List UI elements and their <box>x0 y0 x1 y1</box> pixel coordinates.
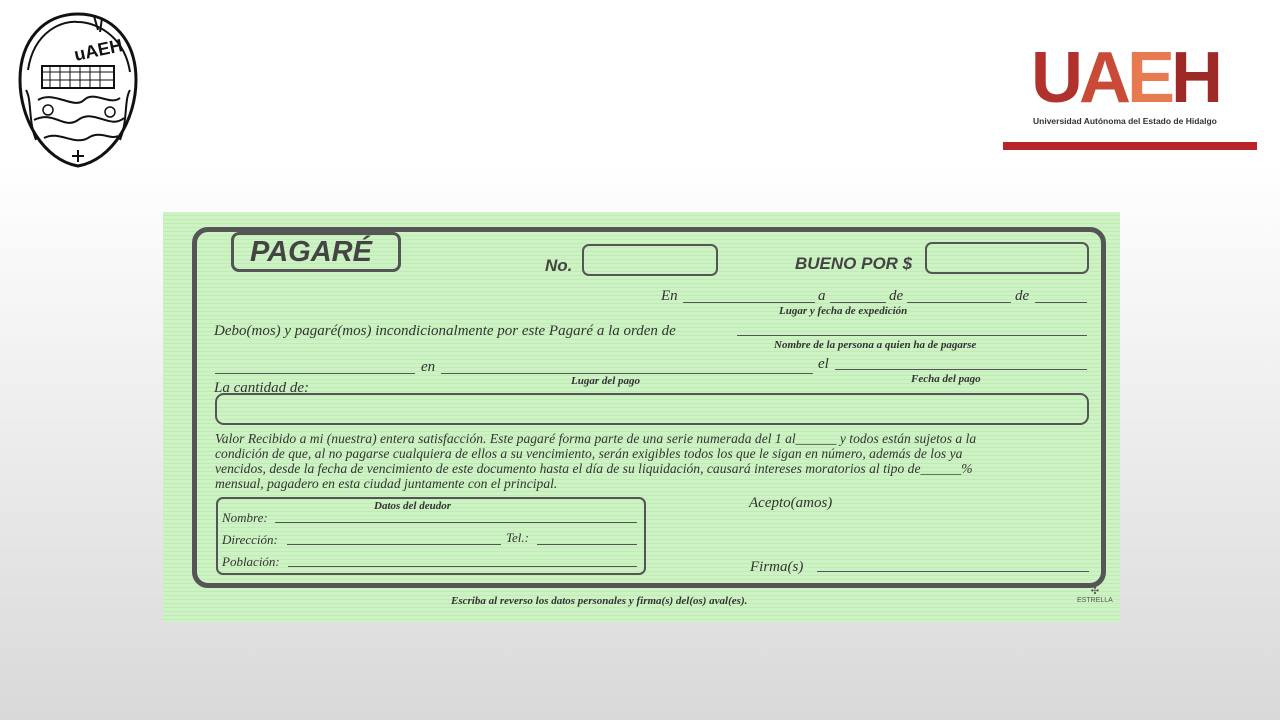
uaeh-brand-logo <box>1003 38 1257 152</box>
de-label-2: de <box>1015 288 1030 304</box>
en-label: En <box>661 288 678 304</box>
mes-line <box>907 302 1011 303</box>
a-label: a <box>818 288 826 304</box>
valor-recibido-paragraph <box>215 431 1097 491</box>
lugar-line <box>683 302 815 303</box>
cantidad-box <box>215 393 1089 425</box>
bueno-por-label: BUENO POR $ <box>795 254 913 273</box>
acepto-label: Acepto(amos) <box>749 495 833 511</box>
uaeh-seal-icon <box>14 10 142 170</box>
el-label: el <box>818 356 829 372</box>
valor-line-2: condición de que, al no pagarse cualquiera de ellos a su vencimiento, serán exigibles todos los que le sigan en número, además de los ya <box>215 446 963 461</box>
firma-label: Firma(s) <box>750 559 804 575</box>
lugar-pago-caption: Lugar del pago <box>571 375 641 387</box>
lugar-fecha-caption: Lugar y fecha de expedición <box>779 305 908 317</box>
ciudad-line <box>215 373 415 374</box>
brand-letter-e: E <box>1127 38 1172 118</box>
de-label-1: de <box>889 288 904 304</box>
nombre-line <box>275 522 637 523</box>
nombre-persona-caption: Nombre de la persona a quien ha de pagarse <box>774 339 977 351</box>
pagare-document <box>163 212 1120 622</box>
tel-label: Tel.: <box>506 530 529 545</box>
star-icon: ✣ <box>1090 586 1100 597</box>
brand-letter-h: H <box>1171 38 1220 118</box>
pagare-title: PAGARÉ <box>231 232 401 272</box>
estrella-label: ESTRELLA <box>1077 597 1113 604</box>
amount-box <box>925 242 1089 274</box>
brand-bar <box>1003 142 1257 150</box>
no-label: No. <box>545 256 573 275</box>
nombre-label: Nombre: <box>222 510 268 525</box>
direccion-line <box>287 544 501 545</box>
valor-line-4: mensual, pagadero en esta ciudad juntamente con el principal. <box>215 476 558 491</box>
lugar-pago-line <box>441 373 813 374</box>
en-label-2: en <box>421 359 436 375</box>
beneficiario-line <box>737 335 1087 336</box>
uaeh-seal-logo <box>14 10 142 170</box>
valor-line-1: Valor Recibido a mi (nuestra) entera satisfacción. Este pagaré forma parte de una serie numerada del 1 al______ y todos están sujetos a la <box>215 431 977 446</box>
firma-line <box>817 571 1089 572</box>
cantidad-label: La cantidad de: <box>214 380 309 396</box>
estrella-mark <box>1077 587 1113 604</box>
seal-text: uAEH <box>72 35 125 65</box>
no-box <box>582 244 718 276</box>
poblacion-label: Población: <box>222 554 280 569</box>
anio-line <box>1035 302 1087 303</box>
footer-note: Escriba al reverso los datos personales y firma(s) del(os) aval(es). <box>451 595 748 607</box>
fecha-pago-caption: Fecha del pago <box>911 373 981 385</box>
poblacion-line <box>288 566 637 567</box>
valor-line-3: vencidos, desde la fecha de vencimiento de este documento hasta el día de su liquidación, causará intereses moratorios al tipo de______% <box>215 461 973 476</box>
tel-line <box>537 544 637 545</box>
brand-letter-u: U <box>1031 38 1079 118</box>
direccion-label: Dirección: <box>222 532 278 547</box>
dia-line <box>830 302 886 303</box>
brand-letter-a: A <box>1079 38 1127 118</box>
fecha-pago-line <box>835 369 1087 370</box>
debo-text: Debo(mos) y pagaré(mos) incondicionalmente por este Pagaré a la orden de <box>214 323 676 339</box>
datos-deudor-title: Datos del deudor <box>374 500 451 512</box>
brand-wordmark <box>1031 38 1219 118</box>
brand-subtitle: Universidad Autónoma del Estado de Hidalgo <box>1033 116 1217 126</box>
